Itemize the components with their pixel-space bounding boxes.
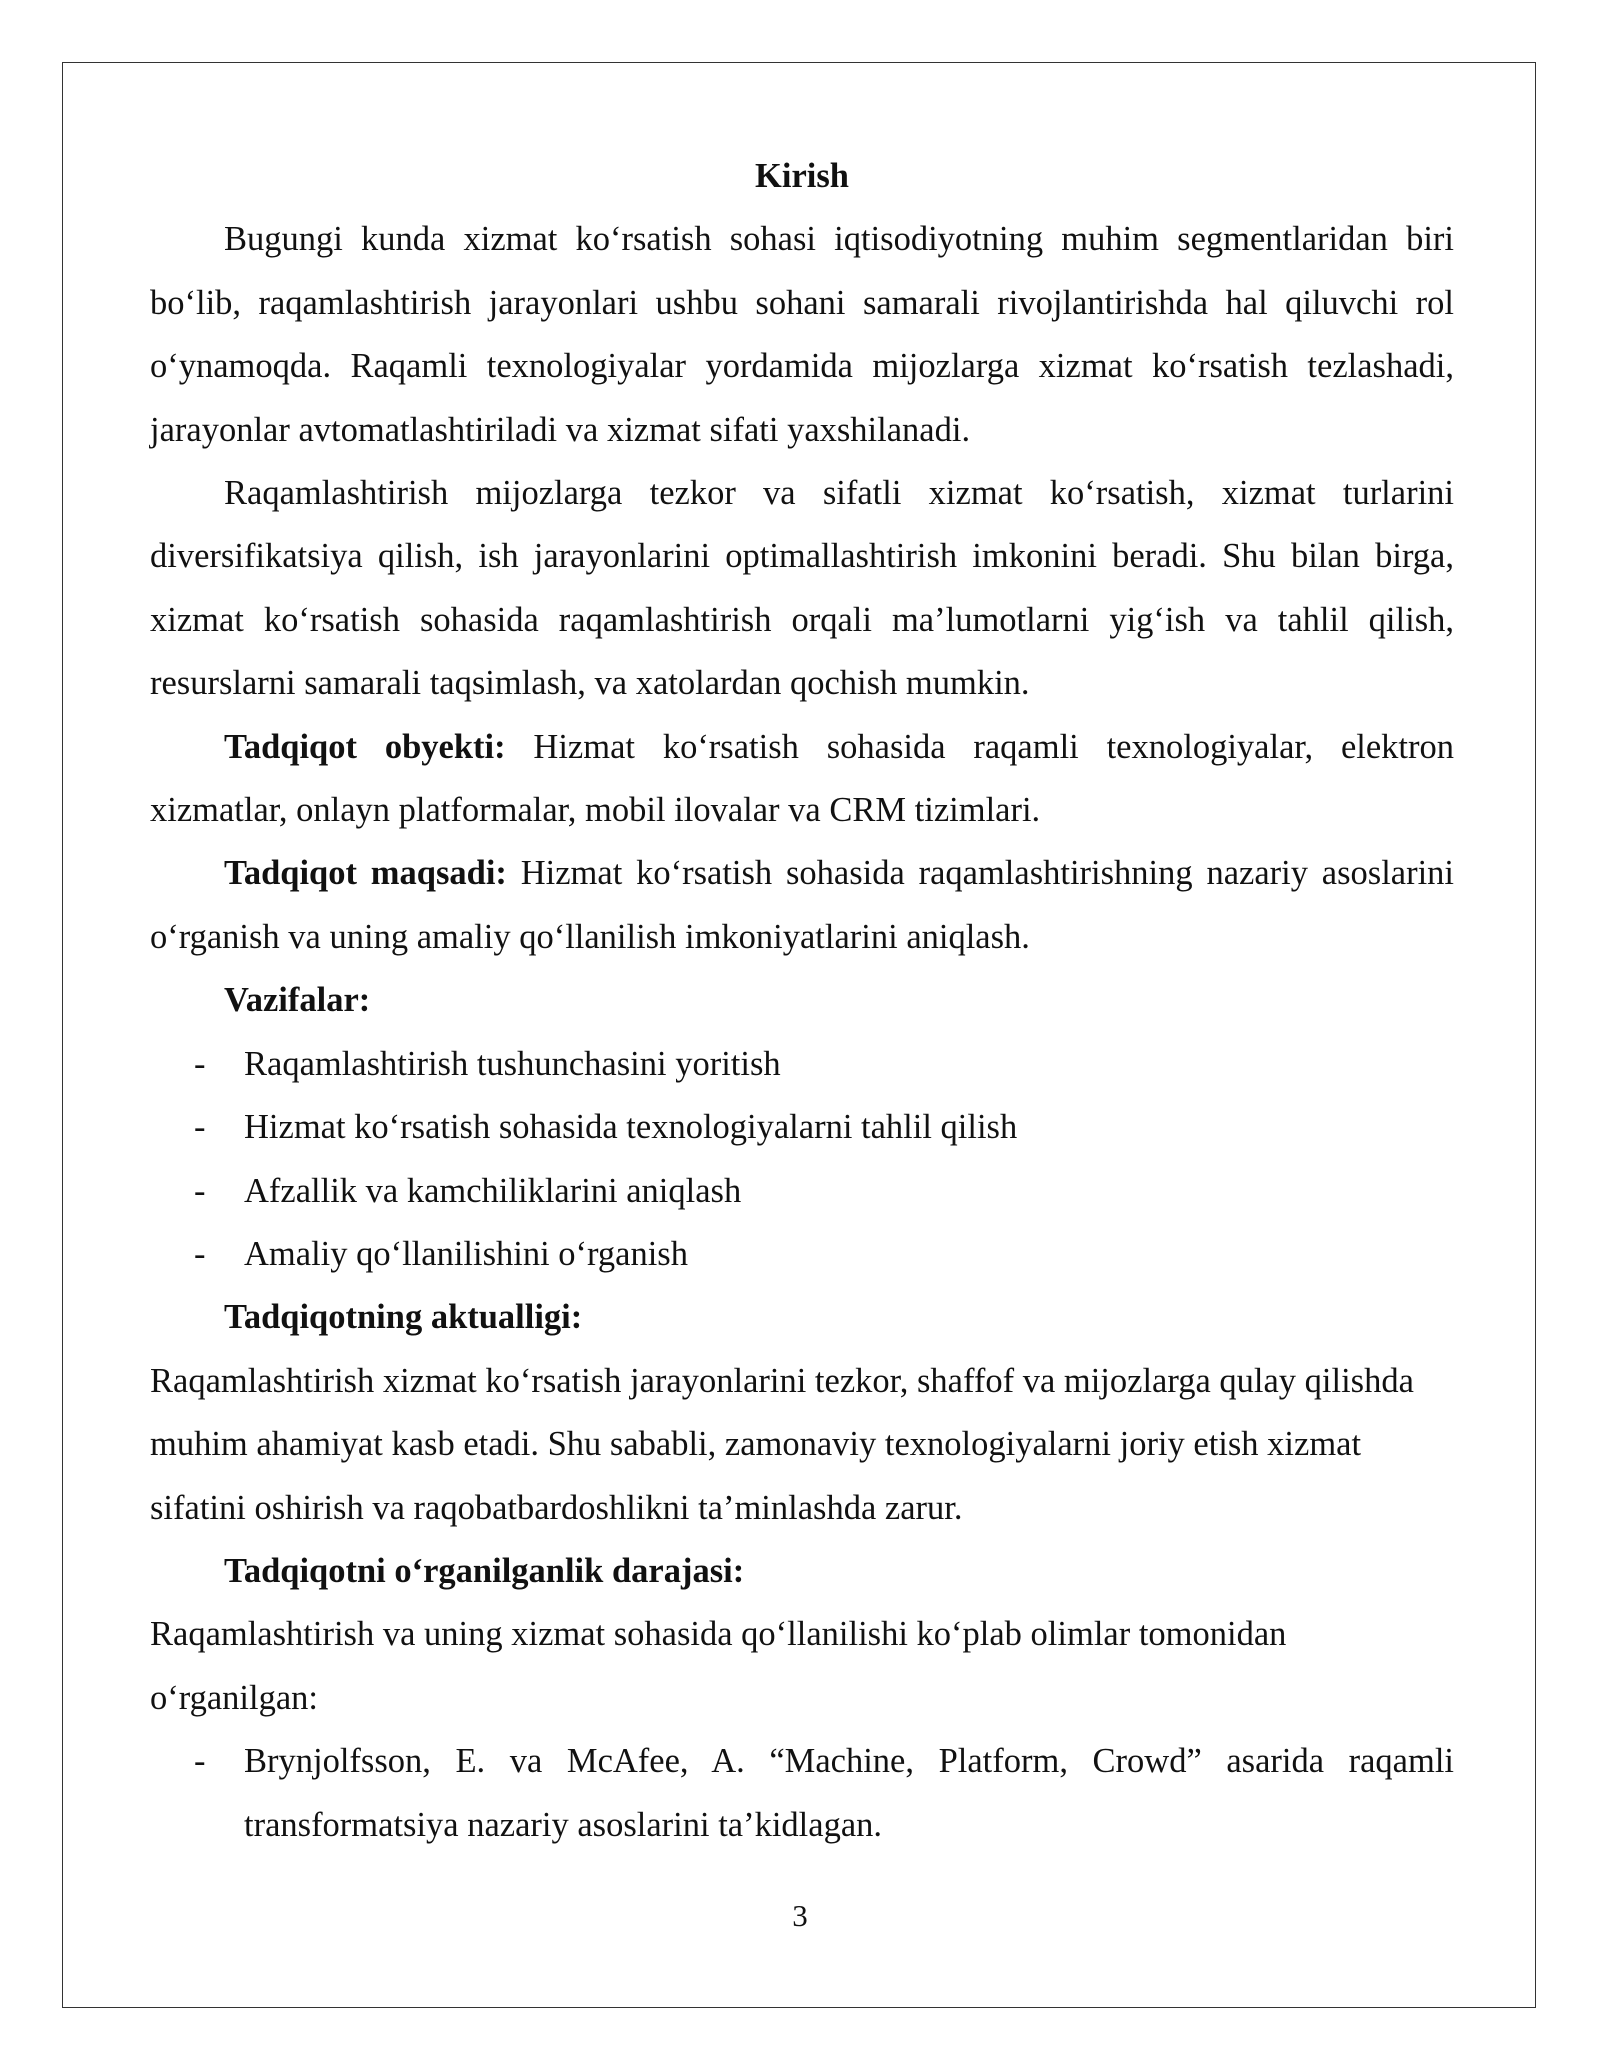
page-number: 3 bbox=[792, 1898, 808, 1933]
list-item-text: Brynjolfsson, E. va McAfee, A. “Machine, Platform, Crowd” asarida raqamli transformatsiya nazariy asoslarini ta’kidlagan. bbox=[244, 1742, 1454, 1844]
list-dash: - bbox=[194, 1234, 206, 1273]
study-degree-heading: Tadqiqotni o‘rganilganlik darajasi: bbox=[224, 1551, 745, 1590]
list-item bbox=[150, 1160, 1454, 1223]
research-object-text: Hizmat ko‘rsatish sohasida raqamli texnologiyalar, elektron xizmatlar, onlayn platformalar, mobil ilovalar va CRM tizimlari. bbox=[150, 727, 1454, 830]
list-item bbox=[150, 1730, 1454, 1857]
list-item bbox=[150, 1223, 1454, 1286]
list-item-text: Hizmat ko‘rsatish sohasida texnologiyalarni tahlil qilish bbox=[244, 1108, 1018, 1147]
list-item-text: Amaliy qo‘llanilishini o‘rganish bbox=[244, 1234, 688, 1273]
list-item bbox=[150, 1033, 1454, 1096]
list-item bbox=[150, 1096, 1454, 1159]
list-dash: - bbox=[194, 1108, 206, 1147]
intro-paragraph-1: Bugungi kunda xizmat ko‘rsatish sohasi iqtisodiyotning muhim segmentlaridan biri bo‘lib, raqamlashtirish jarayonlari ushbu sohani samarali rivojlantirishda hal qiluvchi rol o‘ynamoqda. Raqamli texnologiyalar yordamida mijozlarga xizmat ko‘rsatish tezlashadi, jarayonlar avtomatlashtiriladi va xizmat sifati yaxshilanadi. bbox=[150, 220, 1454, 449]
list-dash: - bbox=[194, 1171, 206, 1210]
research-object-paragraph bbox=[150, 716, 1454, 843]
research-goal-paragraph bbox=[150, 842, 1454, 969]
research-goal-label: Tadqiqot maqsadi: bbox=[224, 854, 507, 893]
relevance-paragraph: Raqamlashtirish xizmat ko‘rsatish jarayonlarini tezkor, shaffof va mijozlarga qulay qilishda muhim ahamiyat kasb etadi. Shu sababli, zamonaviy texnologiyalarni joriy etish xizmat sifatini oshirish va raqobatbardoshlikni ta’minlashda zarur. bbox=[150, 1361, 1414, 1527]
page-content bbox=[150, 145, 1454, 1857]
study-degree-paragraph: Raqamlashtirish va uning xizmat sohasida qo‘llanilishi ko‘plab olimlar tomonidan o‘rganilgan: bbox=[150, 1615, 1287, 1717]
research-object-label: Tadqiqot obyekti: bbox=[224, 727, 506, 766]
study-degree-list bbox=[150, 1730, 1454, 1857]
tasks-heading: Vazifalar: bbox=[224, 981, 371, 1020]
list-dash: - bbox=[194, 1044, 206, 1083]
page-title: Kirish bbox=[755, 157, 849, 195]
intro-paragraph-2: Raqamlashtirish mijozlarga tezkor va sifatli xizmat ko‘rsatish, xizmat turlarini diversifikatsiya qilish, ish jarayonlarini optimallashtirish imkonini beradi. Shu bilan birga, xizmat ko‘rsatish sohasida raqamlashtirish orqali ma’lumotlarni yig‘ish va tahlil qilish, resurslarni samarali taqsimlash, va xatolardan qochish mumkin. bbox=[150, 474, 1454, 703]
list-item-text: Afzallik va kamchiliklarini aniqlash bbox=[244, 1171, 742, 1210]
relevance-heading: Tadqiqotning aktualligi: bbox=[224, 1298, 583, 1337]
list-dash: - bbox=[194, 1742, 206, 1781]
tasks-list bbox=[150, 1033, 1454, 1287]
list-item-text: Raqamlashtirish tushunchasini yoritish bbox=[244, 1044, 781, 1083]
research-goal-text: Hizmat ko‘rsatish sohasida raqamlashtirishning nazariy asoslarini o‘rganish va uning amaliy qo‘llanilish imkoniyatlarini aniqlash. bbox=[150, 854, 1455, 956]
